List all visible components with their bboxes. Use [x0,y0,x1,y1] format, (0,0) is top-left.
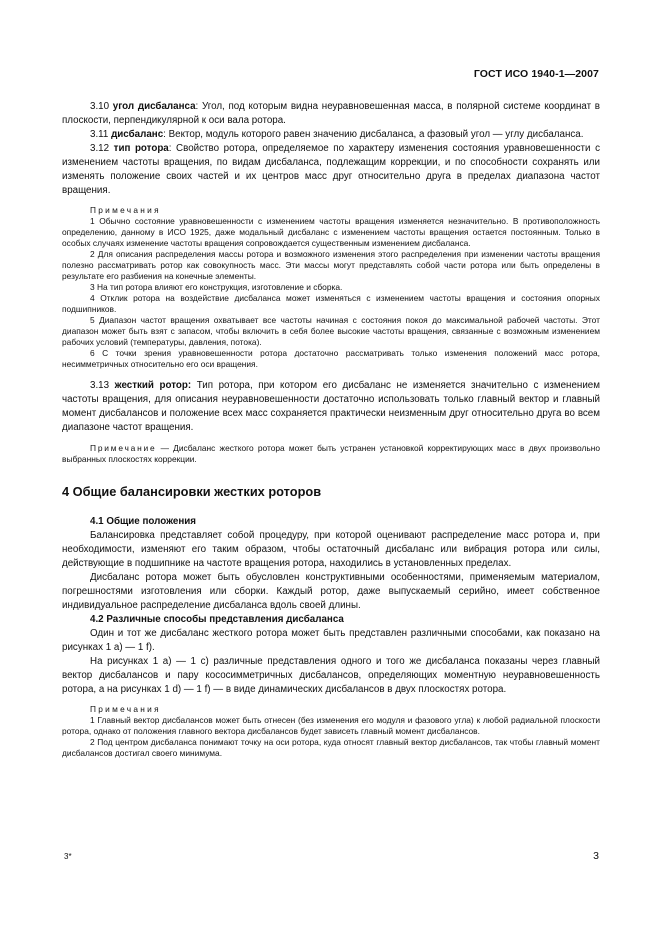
term-3-13 [62,379,600,435]
term-definition: Тип ротора, при котором его дисбаланс не изменяется значительно с изменением частоты вращения, для описания неуравновешенности достаточно использовать только главный вектор и главный момент дисбалансов и положение всех масс сохраняется практически неизменным друг относительно друга во всем диапазоне частот вращения. [62,380,600,433]
term-name: тип ротора [113,143,169,154]
term-number: 3.13 [90,380,115,391]
term-definition: : Угол, под которым видна неуравновешенная масса, в полярной системе координат в плоскости, перпендикулярной к оси вала ротора. [62,101,600,126]
section-4-2-title: 4.2 Различные способы представления дисбаланса [90,614,344,625]
signature-mark: 3* [64,852,72,861]
section-4-2-paragraph-2: На рисунках 1 а) — 1 с) различные представления одного и того же дисбаланса показаны через главный вектор дисбалансов и пару кососимметричных дисбалансов, определяющих моментную неуравновешенность ротора, а на рисунках 1 d) — 1 f) — в виде динамических дисбалансов в двух плоскостях ротора. [62,656,600,695]
term-definition: : Свойство ротора, определяемое по характеру изменения состояния уравновешенности с изменением частоты вращения, по видам дисбаланса, подлежащим коррекции, и по способности сохранять или изменять положение своих частей и их центров масс друг относительно друга в пределах диапазона частот вращения. [62,143,600,196]
note-label: Примечание [90,443,157,453]
page-number: 3 [593,850,599,862]
term-name: угол дисбаланса [112,101,196,112]
section-4-2-paragraph-1: Один и тот же дисбаланс жесткого ротора может быть представлен различными способами, как показано на рисунках 1 а) — 1 f). [62,628,600,653]
term-name: жесткий ротор: [114,380,192,391]
note-text: — Дисбаланс жесткого ротора может быть устранен установкой корректирующих масс в двух произвольно выбранных плоскостях коррекции. [62,443,600,464]
note-1: 1 Обычно состояние уравновешенности с изменением частоты вращения изменяется незначительно. В противоположность определению, данному в ИСО 1925, даже модальный дисбаланс с изменением частоты вращения остается постоянным. Только в особых случаях изменение частоты вращения сопровождается существенным изменением дисбаланса. [62,216,600,248]
note-4: 4 Отклик ротора на воздействие дисбаланса может изменяться с изменением частоты вращения и состояния опорных подшипников. [62,293,600,314]
term-number: 3.11 [90,129,112,140]
section-4-1-title: 4.1 Общие положения [90,516,197,527]
term-3-11 [62,128,600,142]
document-id-header: ГОСТ ИСО 1940-1—2007 [473,68,599,80]
section-4-title: 4 Общие балансировки жестких роторов [62,484,322,499]
term-number: 3.10 [90,101,113,112]
note-4-2-1: 1 Главный вектор дисбалансов может быть отнесен (без изменения его модуля и фазового угла) к любой радиальной плоскости ротора, однако от положения главного вектора дисбалансов будет зависеть главный момент дисбалансов. [62,715,600,736]
section-4-1-paragraph-2: Дисбаланс ротора может быть обусловлен конструктивными особенностями, применяемым материалом, погрешностями изготовления или сборки. Каждый ротор, даже выпускаемый серийно, имеет собственное индивидуальное распределение дисбаланса вдоль своей длины. [62,572,600,611]
notes-heading: Примечания [90,205,161,215]
term-number: 3.12 [90,143,114,154]
note-6: 6 С точки зрения уравновешенности ротора достаточно рассматривать только изменения положений масс ротора, несимметричных относительно его оси вращения. [62,348,600,369]
page-content [62,98,600,759]
term-3-12 [62,142,600,198]
section-4-1-paragraph-1: Балансировка представляет собой процедуру, при которой оценивают распределение масс ротора и, при необходимости, изменяют его таким образом, чтобы остаточный дисбаланс или вибрация ротора или силы, действующие в подшипнике на частоте вращения ротора, находились в установленных пределах. [62,530,600,569]
term-3-10 [62,100,600,128]
note-rigid-rotor [62,443,600,465]
note-3: 3 На тип ротора влияют его конструкция, изготовление и сборка. [90,282,343,292]
note-4-2-2: 2 Под центром дисбаланса понимают точку на оси ротора, куда относят главный вектор дисбалансов, так чтобы главный момент дисбалансов достигал своего минимума. [62,737,600,758]
term-definition: : Вектор, модуль которого равен значению дисбаланса, а фазовый угол — углу дисбаланса. [163,129,584,140]
note-2: 2 Для описания распределения массы ротора и возможного изменения этого распределения при изменении частоты вращения полезно рассматривать ротор как совокупность масс. Эти массы могут представлять собой части ротора или быть определены в результате его разбиения на конечные элементы. [62,249,600,281]
note-5: 5 Диапазон частот вращения охватывает все частоты начиная с состояния покоя до максимальной рабочей частоты. Этот диапазон может быть взят с запасом, чтобы включить в себя более высокие частоты вращения, связанные с возможным изменением рабочих условий (температуры, давления, потока). [62,315,600,347]
notes-heading-4-2: Примечания [90,704,161,714]
term-name: дисбаланс [111,129,164,140]
